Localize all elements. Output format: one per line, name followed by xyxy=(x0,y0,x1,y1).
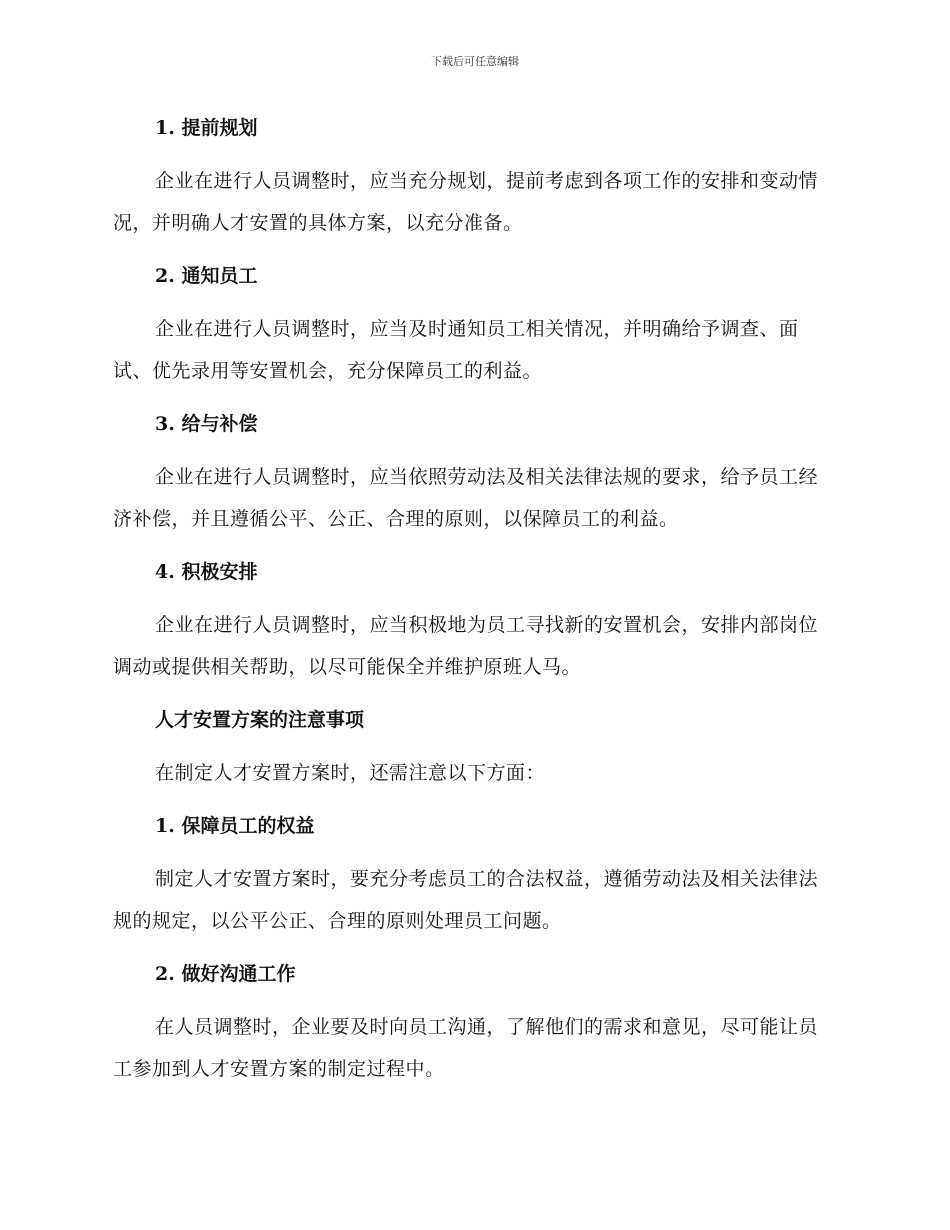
section-heading-rights: 1. 保障员工的权益 xyxy=(155,815,315,837)
paragraph-rights: 制定人才安置方案时，要充分考虑员工的合法权益，遵循劳动法及相关法律法规的规定，以公平公正、合理的原则处理员工问题。 xyxy=(113,868,819,932)
section-heading-notify: 2. 通知员工 xyxy=(155,265,258,287)
paragraph-plan: 企业在进行人员调整时，应当充分规划，提前考虑到各项工作的安排和变动情况，并明确人才安置的具体方案，以充分准备。 xyxy=(113,170,819,234)
section-heading-communication: 2. 做好沟通工作 xyxy=(155,963,296,985)
paragraph-notes-intro: 在制定人才安置方案时，还需注意以下方面： xyxy=(155,762,546,784)
paragraph-compensate: 企业在进行人员调整时，应当依照劳动法及相关法律法规的要求，给予员工经济补偿，并且遵循公平、公正、合理的原则，以保障员工的利益。 xyxy=(113,466,819,530)
document-body xyxy=(113,112,837,1106)
paragraph-notify: 企业在进行人员调整时，应当及时通知员工相关情况，并明确给予调查、面试、优先录用等安置机会，充分保障员工的利益。 xyxy=(113,318,799,382)
paragraph-arrange: 企业在进行人员调整时，应当积极地为员工寻找新的安置机会，安排内部岗位调动或提供相关帮助，以尽可能保全并维护原班人马。 xyxy=(113,614,819,678)
section-heading-notes: 人才安置方案的注意事项 xyxy=(155,709,365,731)
section-heading-compensate: 3. 给与补偿 xyxy=(155,413,258,435)
section-heading-arrange: 4. 积极安排 xyxy=(155,561,258,583)
section-heading-plan: 1. 提前规划 xyxy=(155,117,258,139)
paragraph-communication: 在人员调整时，企业要及时向员工沟通，了解他们的需求和意见，尽可能让员工参加到人才安置方案的制定过程中。 xyxy=(113,1016,819,1080)
page-header: 下载后可任意编辑 xyxy=(431,55,519,68)
